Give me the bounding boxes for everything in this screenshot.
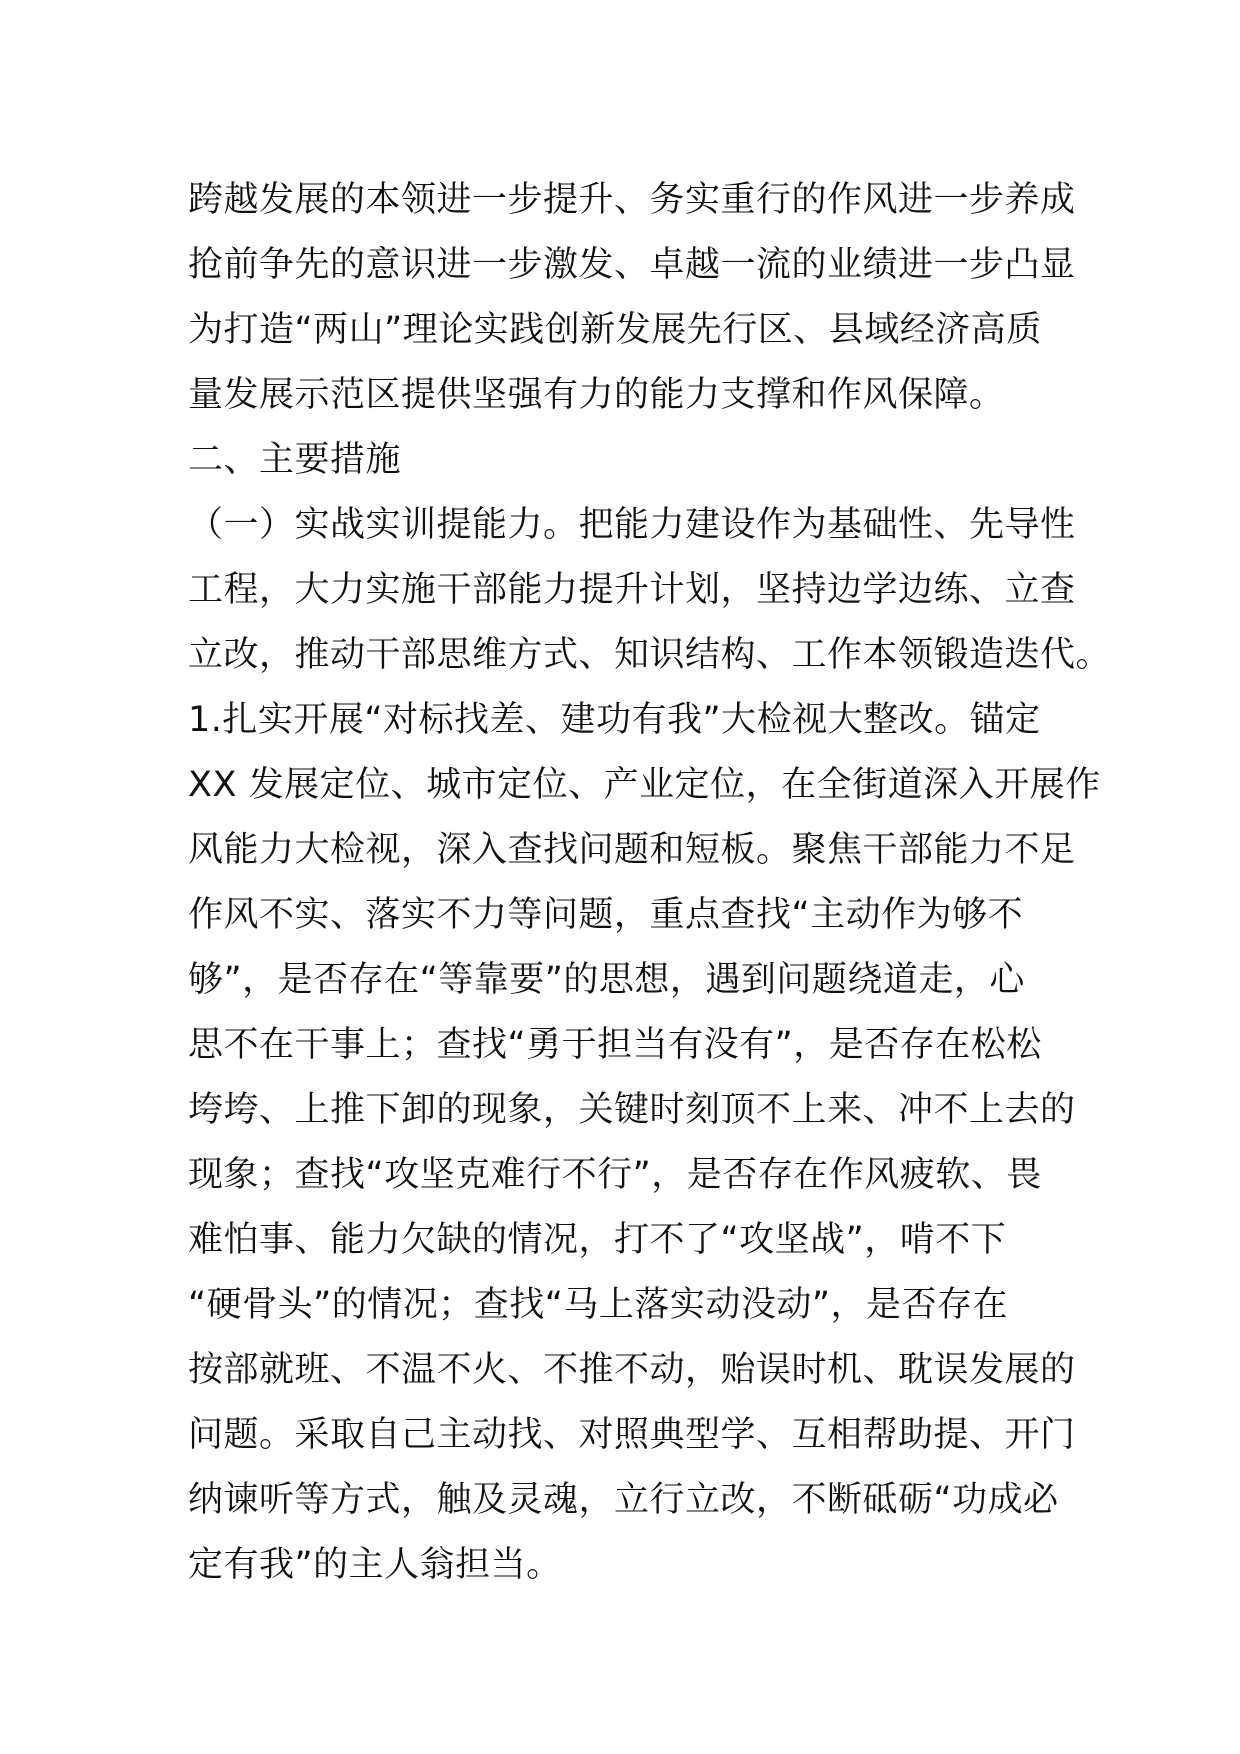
text-line: 跨越发展的本领进一步提升、务实重行的作风进一步养成 bbox=[188, 180, 1076, 220]
section-heading: 二、主要措施 bbox=[188, 440, 402, 480]
text-line: 按部就班、不温不火、不推不动，贻误时机、耽误发展的 bbox=[188, 1350, 1076, 1390]
item-heading: 1.扎实开展“对标找差、建功有我”大检视大整改。锚定 bbox=[188, 700, 1041, 740]
text-line: 现象；查找“攻坚克难行不行”，是否存在作风疲软、畏 bbox=[188, 1155, 1042, 1195]
text-line: 难怕事、能力欠缺的情况，打不了“攻坚战”，啃不下 bbox=[188, 1220, 1007, 1260]
text-line: XX 发展定位、城市定位、产业定位，在全街道深入开展作 bbox=[188, 765, 1101, 805]
text-line: 为打造“两山”理论实践创新发展先行区、县域经济高质 bbox=[188, 310, 1042, 350]
text-line: 思不在干事上；查找“勇于担当有没有”，是否存在松松 bbox=[188, 1025, 1042, 1065]
document-body bbox=[188, 168, 1112, 1598]
text-line: 抢前争先的意识进一步激发、卓越一流的业绩进一步凸显 bbox=[188, 245, 1076, 285]
subsection-heading: （一）实战实训提能力。把能力建设作为基础性、先导性 bbox=[188, 505, 1076, 545]
text-line: 立改，推动干部思维方式、知识结构、工作本领锻造迭代。 bbox=[188, 635, 1112, 675]
text-line: 纳谏听等方式，触及灵魂，立行立改，不断砥砺“功成必 bbox=[188, 1480, 1059, 1520]
text-line: 工程，大力实施干部能力提升计划，坚持边学边练、立查 bbox=[188, 570, 1076, 610]
text-line: “硬骨头”的情况；查找“马上落实动没动”，是否存在 bbox=[188, 1285, 1009, 1325]
text-line: 风能力大检视，深入查找问题和短板。聚焦干部能力不足 bbox=[188, 830, 1076, 870]
text-line: 够”，是否存在“等靠要”的思想，遇到问题绕道走，心 bbox=[188, 960, 1025, 1000]
text-line: 垮垮、上推下卸的现象，关键时刻顶不上来、冲不上去的 bbox=[188, 1090, 1076, 1130]
text-line: 定有我”的主人翁担当。 bbox=[188, 1545, 562, 1585]
text-line: 作风不实、落实不力等问题，重点查找“主动作为够不 bbox=[188, 895, 1024, 935]
text-line: 量发展示范区提供坚强有力的能力支撑和作风保障。 bbox=[188, 375, 1005, 415]
text-line: 问题。采取自己主动找、对照典型学、互相帮助提、开门 bbox=[188, 1415, 1076, 1455]
